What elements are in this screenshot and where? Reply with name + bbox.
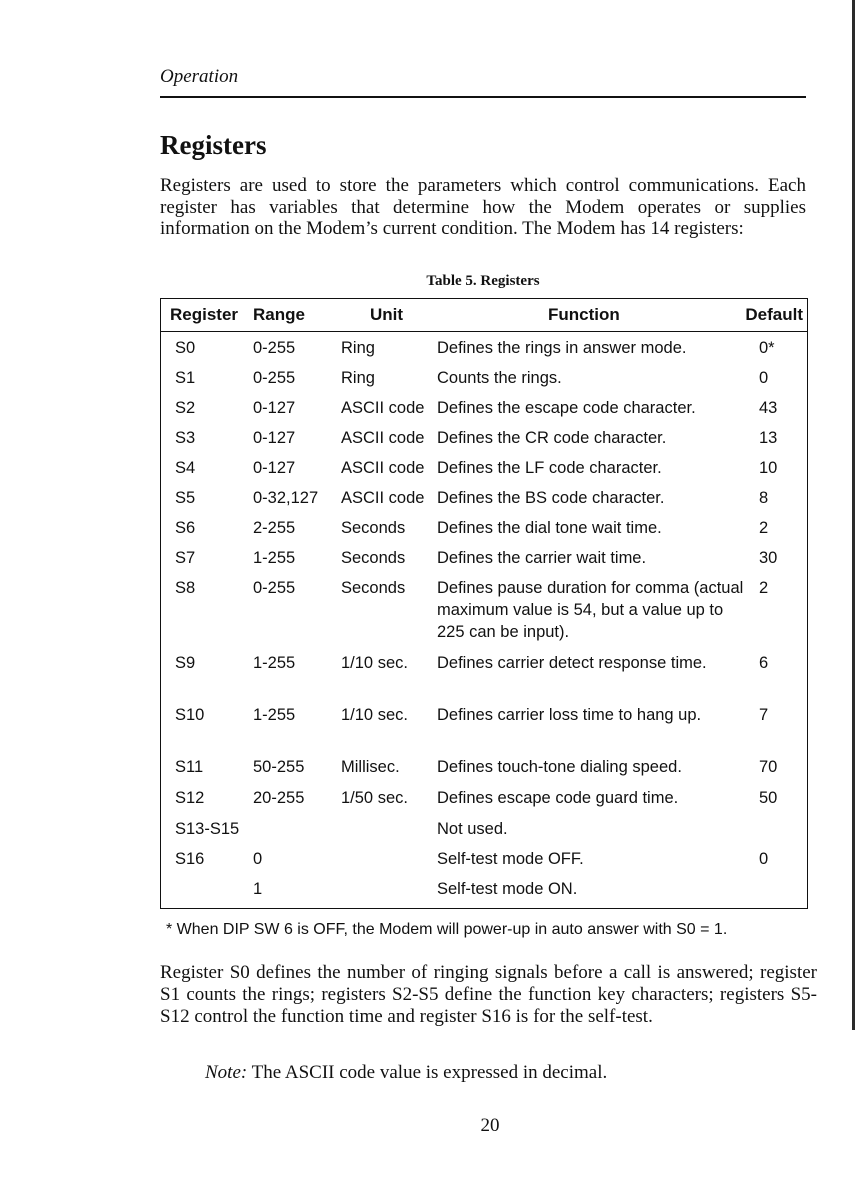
cell-function: Defines the carrier wait time.: [437, 549, 647, 567]
cell-register: S9: [175, 654, 196, 672]
table-row: [161, 367, 807, 397]
cell-default: 13: [759, 429, 778, 447]
table-row: [161, 577, 807, 652]
cell-function: Self-test mode ON.: [437, 880, 578, 898]
cell-register: S1: [175, 369, 196, 387]
cell-unit: ASCII code: [341, 429, 425, 447]
cell-function: Defines the dial tone wait time.: [437, 519, 662, 537]
table-row: [161, 787, 807, 818]
cell-unit: Ring: [341, 339, 375, 357]
table-row: [161, 337, 807, 367]
table-body: [161, 332, 807, 908]
cell-function: Defines pause duration for comma (actual maximum value is 54, but a value up to 225 can be input).: [437, 579, 744, 641]
cell-range: 2-255: [253, 519, 296, 537]
cell-unit: 1/50 sec.: [341, 789, 408, 807]
cell-unit: Seconds: [341, 579, 406, 597]
cell-default: 2: [759, 579, 769, 597]
cell-function: Defines the LF code character.: [437, 459, 662, 477]
page-number: 20: [480, 1115, 500, 1136]
cell-range: 0-127: [253, 399, 296, 417]
header-unit: Unit: [370, 305, 404, 324]
cell-unit: 1/10 sec.: [341, 654, 408, 672]
cell-default: 0*: [759, 339, 775, 357]
body-paragraph: Register S0 defines the number of ringing signals before a call is answered; register S1 counts the rings; registers S2-S5 define the function key characters; registers S5-S12 control the function time and register S16 is for the self-test.: [160, 962, 817, 1027]
page-edge-shadow: [852, 0, 855, 1030]
cell-register: S12: [175, 789, 205, 807]
header-function: Function: [548, 305, 620, 324]
table-row: [161, 427, 807, 457]
table-footnote: * When DIP SW 6 is OFF, the Modem will power-up in auto answer with S0 = 1.: [166, 921, 728, 938]
cell-register: S16: [175, 850, 205, 868]
cell-register: S4: [175, 459, 196, 477]
cell-function: Self-test mode OFF.: [437, 850, 584, 868]
cell-function: Defines carrier detect response time.: [437, 654, 707, 672]
cell-register: S0: [175, 339, 196, 357]
cell-function: Defines the rings in answer mode.: [437, 339, 687, 357]
cell-range: 0: [253, 850, 263, 868]
cell-range: 20-255: [253, 789, 305, 807]
table-row: [161, 878, 807, 904]
header-register: Register: [170, 305, 239, 324]
note: [205, 1062, 607, 1084]
cell-register: S10: [175, 706, 205, 724]
cell-function: Defines the CR code character.: [437, 429, 667, 447]
cell-register: S2: [175, 399, 196, 417]
cell-default: 0: [759, 850, 769, 868]
table-row: [161, 704, 807, 756]
header-range: Range: [253, 305, 305, 324]
cell-default: 10: [759, 459, 778, 477]
header-rule: [160, 96, 806, 98]
cell-unit: Seconds: [341, 549, 406, 567]
table-row: [161, 848, 807, 878]
cell-function: Defines carrier loss time to hang up.: [437, 706, 702, 724]
cell-range: 0-32,127: [253, 489, 319, 507]
cell-unit: ASCII code: [341, 459, 425, 477]
table-row: [161, 457, 807, 487]
running-head: Operation: [160, 66, 239, 87]
cell-range: 0-127: [253, 459, 296, 477]
cell-function: Counts the rings.: [437, 369, 562, 387]
cell-default: 50: [759, 789, 778, 807]
cell-default: 2: [759, 519, 769, 537]
cell-range: 50-255: [253, 758, 305, 776]
cell-default: 8: [759, 489, 769, 507]
cell-function: Defines escape code guard time.: [437, 789, 679, 807]
table-row: [161, 547, 807, 577]
cell-register: S3: [175, 429, 196, 447]
table-row: [161, 756, 807, 787]
cell-unit: Millisec.: [341, 758, 400, 776]
note-label: Note:: [205, 1062, 248, 1083]
cell-register: S6: [175, 519, 196, 537]
intro-paragraph: Registers are used to store the parameters which control communications. Each register has variables that determine how the Modem operates or supplies information on the Modem’s current condition. The Modem has 14 registers:: [160, 175, 806, 239]
cell-range: 1-255: [253, 706, 296, 724]
cell-default: 30: [759, 549, 778, 567]
cell-range: 1: [253, 880, 263, 898]
cell-range: 1-255: [253, 654, 296, 672]
cell-function: Defines the BS code character.: [437, 489, 665, 507]
cell-default: 43: [759, 399, 778, 417]
cell-function: Defines touch-tone dialing speed.: [437, 758, 682, 776]
cell-unit: Ring: [341, 369, 375, 387]
table-row: [161, 517, 807, 547]
header-default: Default: [745, 305, 803, 324]
cell-register: S5: [175, 489, 196, 507]
cell-default: 0: [759, 369, 769, 387]
cell-default: 7: [759, 706, 769, 724]
registers-table: [160, 298, 808, 909]
table-row: [161, 397, 807, 427]
cell-range: 1-255: [253, 549, 296, 567]
cell-function: Defines the escape code character.: [437, 399, 696, 417]
cell-range: 0-255: [253, 339, 296, 357]
cell-default: 6: [759, 654, 769, 672]
cell-range: 0-255: [253, 579, 296, 597]
cell-unit: ASCII code: [341, 489, 425, 507]
table-header-row: [161, 299, 807, 332]
table-caption: Table 5. Registers: [426, 273, 540, 289]
table-row: [161, 818, 807, 848]
cell-unit: 1/10 sec.: [341, 706, 408, 724]
cell-register: S7: [175, 549, 196, 567]
cell-register: S11: [175, 758, 204, 776]
note-text: The ASCII code value is expressed in decimal.: [251, 1062, 608, 1083]
section-title: Registers: [160, 130, 267, 160]
cell-register: S8: [175, 579, 196, 597]
cell-range: 0-127: [253, 429, 296, 447]
cell-unit: Seconds: [341, 519, 406, 537]
cell-unit: ASCII code: [341, 399, 425, 417]
cell-function: Not used.: [437, 820, 508, 838]
cell-default: 70: [759, 758, 778, 776]
table-row: [161, 487, 807, 517]
cell-register: S13-S15: [175, 820, 240, 838]
cell-range: 0-255: [253, 369, 296, 387]
table-row: [161, 652, 807, 704]
